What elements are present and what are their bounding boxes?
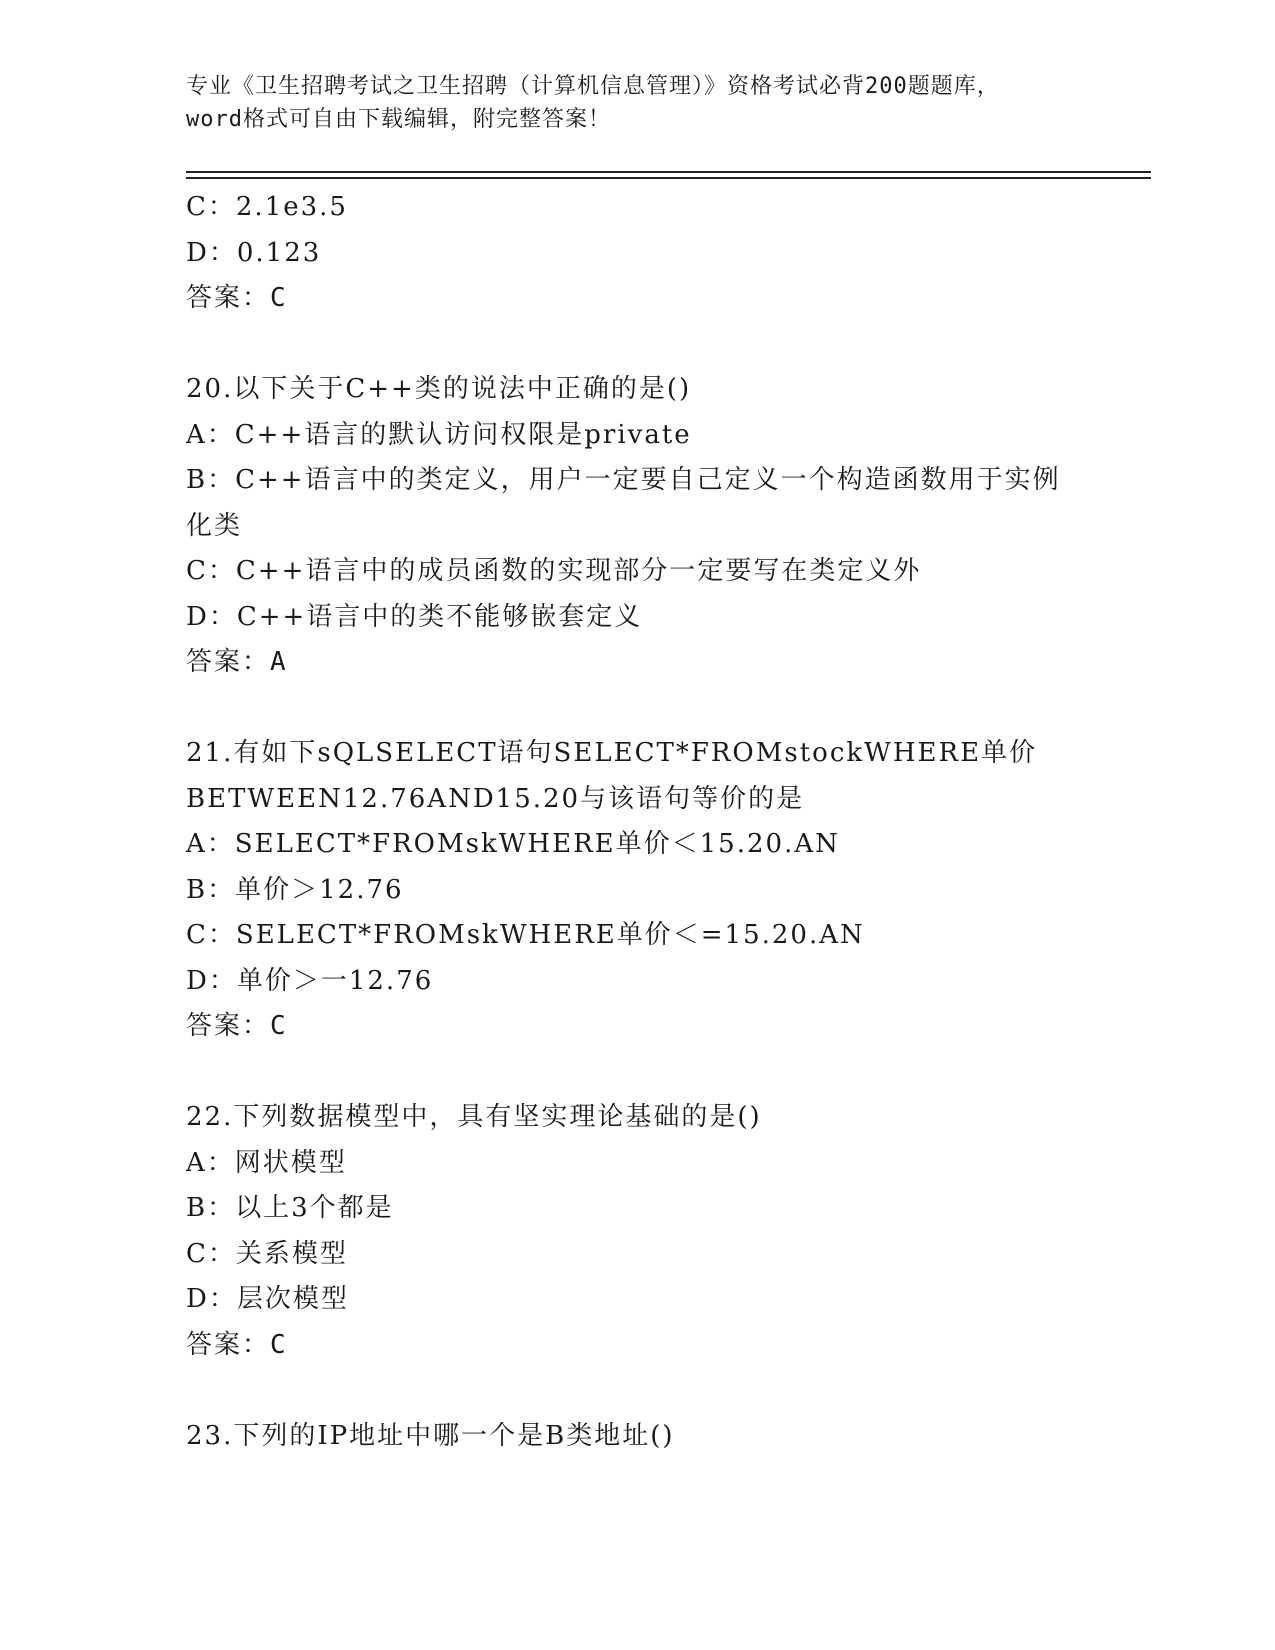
- question-22: [186, 1095, 1086, 1368]
- answer-line: 答案：C: [186, 1329, 288, 1360]
- header-line-1: 专业《卫生招聘考试之卫生招聘（计算机信息管理）》资格考试必背200题题库，: [186, 74, 1000, 99]
- option-b: B：单价＞12.76: [186, 874, 404, 905]
- question-text: 22.下列数据模型中，具有坚实理论基础的是(): [186, 1102, 762, 1132]
- option-d: D：C++语言中的类不能够嵌套定义: [186, 601, 643, 632]
- document-body: [186, 185, 1086, 1459]
- option-d: D：0.123: [186, 237, 322, 268]
- option-c: C：关系模型: [186, 1238, 348, 1269]
- header-rule-top: [186, 171, 1151, 173]
- option-c: C：2.1e3.5: [186, 192, 348, 222]
- question-text: 23.下列的IP地址中哪一个是B类地址(): [186, 1420, 675, 1451]
- document-header: [186, 70, 1086, 136]
- option-b-continued: 化类: [186, 510, 243, 541]
- question-text-continued: BETWEEN12.76AND15.20与该语句等价的是: [186, 783, 805, 814]
- question-19-continued: [186, 185, 1086, 322]
- option-a: A：网状模型: [186, 1147, 347, 1178]
- header-rule-bottom: [186, 177, 1151, 179]
- option-b: B：C++语言中的类定义，用户一定要自己定义一个构造函数用于实例: [186, 465, 1061, 495]
- option-d: D：单价＞一12.76: [186, 965, 434, 996]
- option-a: A：C++语言的默认访问权限是private: [186, 419, 692, 450]
- answer-line: 答案：C: [186, 283, 288, 313]
- option-a: A：SELECT*FROMskWHERE单价＜15.20.AN: [186, 829, 840, 859]
- option-b: B：以上3个都是: [186, 1193, 394, 1223]
- question-21: [186, 731, 1086, 1050]
- answer-line: 答案：A: [186, 647, 288, 677]
- question-20: [186, 367, 1086, 686]
- header-line-2: word格式可自由下载编辑，附完整答案！: [186, 107, 611, 132]
- option-d: D：层次模型: [186, 1284, 349, 1314]
- question-text: 21.有如下sQLSELECT语句SELECT*FROMstockWHERE单价: [186, 738, 1038, 768]
- question-23: [186, 1414, 1086, 1460]
- option-c: C：SELECT*FROMskWHERE单价＜=15.20.AN: [186, 920, 865, 950]
- option-c: C：C++语言中的成员函数的实现部分一定要写在类定义外: [186, 556, 922, 586]
- question-text: 20.以下关于C++类的说法中正确的是(): [186, 374, 692, 404]
- answer-line: 答案：C: [186, 1011, 288, 1041]
